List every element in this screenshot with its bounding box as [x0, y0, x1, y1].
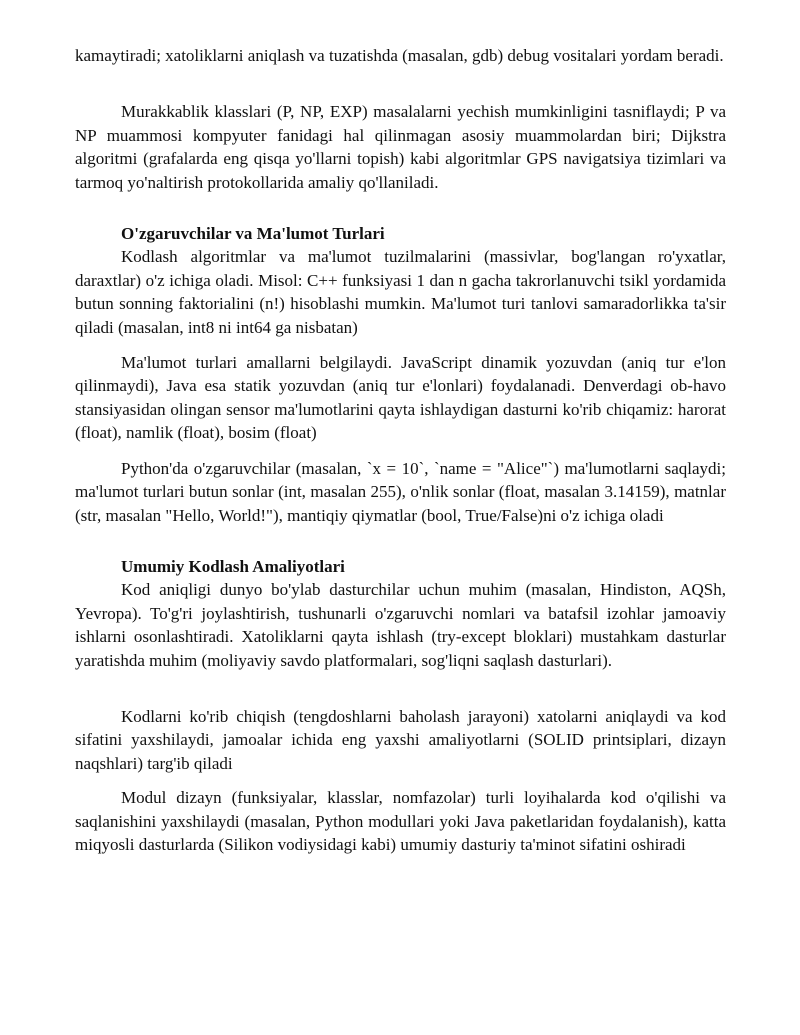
paragraph-debug-tools: kamaytiradi; xatoliklarni aniqlash va tuzatishda (masalan, gdb) debug vositalari yordam beradi.: [75, 46, 724, 65]
paragraph-code-clarity: Kod aniqligi dunyo bo'ylab dasturchilar uchun muhim (masalan, Hindiston, AQSh, Yevropa). To'g'ri joylashtirish, tushunarli o'zgaruvchi nomlari va batafsil izohlar jamoaviy ishlarni osonlashtiradi. Xatoliklarni qayta ishlash (try-except bloklari) mustahkam dasturlar yaratishda muhim (moliyaviy savdo platformalari, sog'liqni saqlash dasturlari).: [75, 580, 726, 670]
heading-variables-data-types: O'zgaruvchilar va Ma'lumot Turlari: [121, 224, 385, 244]
paragraph-data-types-operations: Ma'lumot turlari amallarni belgilaydi. JavaScript dinamik yozuvdan (aniq tur e'lon qilinmaydi), Java esa statik yozuvdan (aniq tur e'lonlari) foydalanadi. Denverdagi ob-havo stansiyasidan olingan sensor ma'lumotlarini qayta ishlaydigan dasturni ko'rib chiqamiz: harorat (float), namlik (float), bosim (float): [75, 353, 726, 443]
paragraph-algorithms-data-structures: Kodlash algoritmlar va ma'lumot tuzilmalarini (massivlar, bog'langan ro'yxatlar, daraxtlar) o'z ichiga oladi. Misol: C++ funksiyasi 1 dan n gacha takrorlanuvchi tsikl yordamida butun sonning faktorialini (n!) hisoblashi mumkin. Ma'lumot turi tanlovi samaradorlikka ta'sir qiladi (masalan, int8 ni int64 ga nisbatan): [75, 247, 726, 337]
paragraph-code-review: Kodlarni ko'rib chiqish (tengdoshlarni baholash jarayoni) xatolarni aniqlaydi va kod sifatini yaxshilaydi, jamoalar ichida eng yaxshi amaliyotlarni (SOLID printsiplari, dizayn naqshlari) targ'ib qiladi: [75, 706, 726, 773]
paragraph-complexity-classes: Murakkablik klasslari (P, NP, EXP) masalalarni yechish mumkinligini tasniflaydi; P va NP muammosi kompyuter fanidagi hal qilinmagan asosiy muammolardan biri; Dijkstra algoritmi (grafalarda eng qisqa yo'llarni topish) kabi algoritmlar GPS navigatsiya tizimlari va tarmoq yo'naltirish protokollarida amaliy qo'llaniladi.: [75, 102, 726, 192]
paragraph-modular-design: Modul dizayn (funksiyalar, klasslar, nomfazolar) turli loyihalarda kod o'qilishi va saqlanishini yaxshilaydi (masalan, Python modullari yoki Java paketlaridan foydalanish), katta miqyosli dasturlarda (Silikon vodiysidagi kabi) umumiy dasturiy ta'minot sifatini oshiradi: [75, 788, 726, 854]
document-page: [75, 44, 726, 856]
paragraph-python-variables: Python'da o'zgaruvchilar (masalan, `x = 10`, `name = "Alice"`) ma'lumotlarni saqlaydi; ma'lumot turlari butun sonlar (int, masalan 255), o'nlik sonlar (float, masalan 3.14159), matnlar (str, masalan "Hello, World!"), mantiqiy qiymatlar (bool, True/False)ni o'z ichiga oladi: [75, 458, 726, 525]
heading-common-coding-practices: Umumiy Kodlash Amaliyotlari: [121, 556, 345, 576]
